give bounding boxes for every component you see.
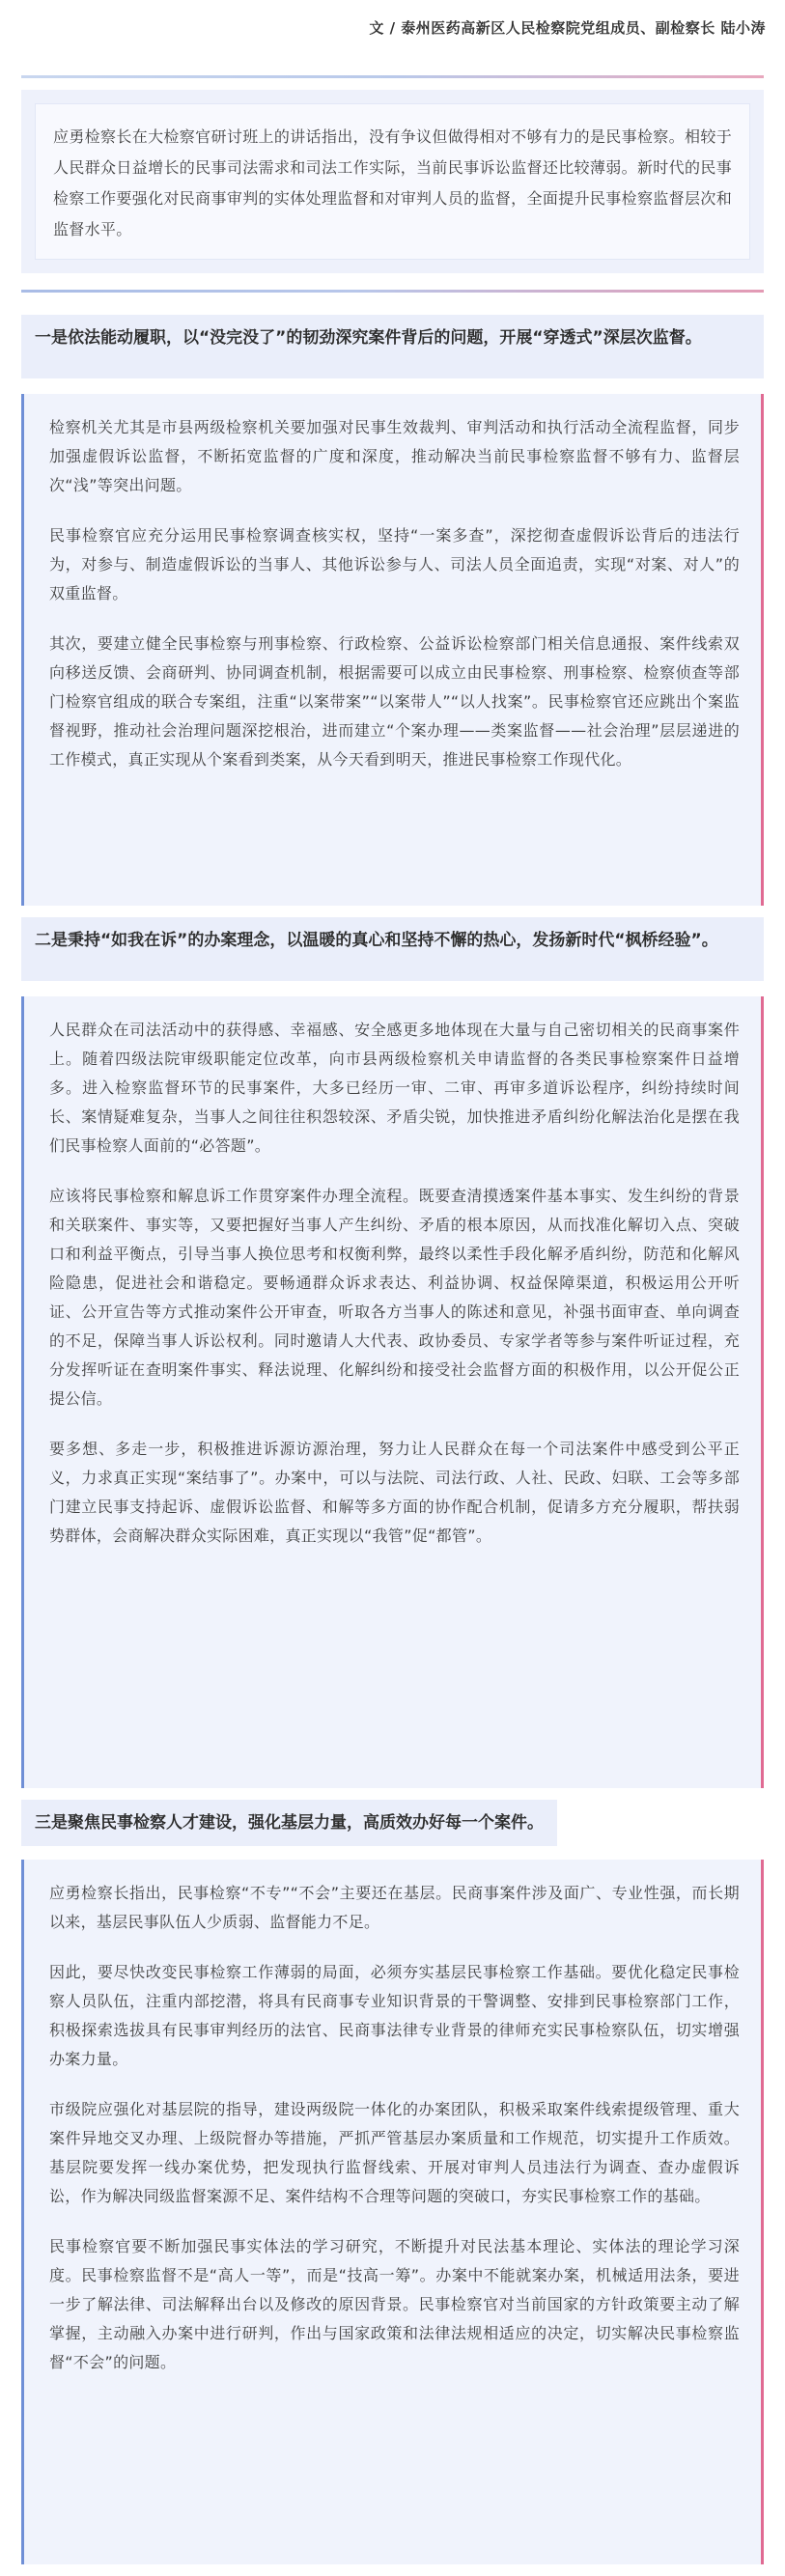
section-2-paragraph: 要多想、多走一步，积极推进诉源访源治理，努力让人民群众在每一个司法案件中感受到公平正义，力求真正实现“案结事了”。办案中，可以与法院、司法行政、人社、民政、妇联、工会等多部门建立民事支持起诉、虚假诉讼监督、和解等多方面的协作配合机制，促请多方充分履职，帮扶弱势群体，会商解决群众实际困难，真正实现以“我管”促“都管”。 bbox=[49, 1440, 740, 1545]
section-1-heading: 一是依法能动履职，以“没完没了”的韧劲深究案件背后的问题，开展“穿透式”深层次监督。 bbox=[21, 315, 764, 378]
section-3-paragraph: 民事检察官要不断加强民事实体法的学习研究，不断提升对民法基本理论、实体法的理论学习深度。民事检察监督不是“高人一等”，而是“技高一筹”。办案中不能就案办案，机械适用法条，要进一步了解法律、司法解释出台以及修改的原因背景。民事检察官对当前国家的方针政策要主动了解掌握，主动融入办案中进行研判，作出与国家政策和法律法规相适应的决定，切实解决民事检察监督“不会”的问题。 bbox=[49, 2237, 740, 2371]
section-2-paragraph: 应该将民事检察和解息诉工作贯穿案件办理全流程。既要查清摸透案件基本事实、发生纠纷的背景和关联案件、事实等，又要把握好当事人产生纠纷、矛盾的根本原因，从而找准化解切入点、突破口和利益平衡点，引导当事人换位思考和权衡利弊，最终以柔性手段化解矛盾纠纷，防范和化解风险隐患，促进社会和谐稳定。要畅通群众诉求表达、利益协调、权益保障渠道，积极运用公开听证、公开宣告等方式推动案件公开审查，听取各方当事人的陈述和意见，补强书面审查、单向调查的不足，保障当事人诉讼权利。同时邀请人大代表、政协委员、专家学者等参与案件听证过程，充分发挥听证在查明案件事实、释法说理、化解纠纷和接受社会监督方面的积极作用，以公开促公正提公信。 bbox=[49, 1187, 740, 1408]
section-3-heading: 三是聚焦民事检察人才建设，强化基层力量，高质效办好每一个案件。 bbox=[21, 1800, 557, 1846]
section-2-paragraph: 人民群众在司法活动中的获得感、幸福感、安全感更多地体现在大量与自己密切相关的民商事案件上。随着四级法院审级职能定位改革，向市县两级检察机关申请监督的各类民事检察案件日益增多。进入检察监督环节的民事案件，大多已经历一审、二审、再审多道诉讼程序，纠纷持续时间长、案情疑难复杂，当事人之间往往积怨较深、矛盾尖锐，加快推进矛盾纠纷化解法治化是摆在我们民事检察人面前的“必答题”。 bbox=[49, 1021, 740, 1155]
intro-inner bbox=[35, 103, 750, 260]
section-3-paragraph: 市级院应强化对基层院的指导，建设两级院一体化的办案团队，积极采取案件线索提级管理、重大案件异地交叉办理、上级院督办等措施，严抓严管基层办案质量和工作规范，切实提升工作质效。基层院要发挥一线办案优势，把发现执行监督线索、开展对审判人员违法行为调查、查办虚假诉讼，作为解决同级监督案源不足、案件结构不合理等问题的突破口，夯实民事检察工作的基础。 bbox=[49, 2100, 740, 2205]
divider-top bbox=[21, 75, 764, 78]
section-3-body bbox=[21, 1860, 764, 2564]
section-1-body bbox=[21, 394, 764, 906]
divider-section-1 bbox=[21, 290, 764, 293]
byline: 文 / 泰州医药高新区人民检察院党组成员、副检察长 陆小涛 bbox=[369, 19, 766, 37]
section-3-paragraph: 因此，要尽快改变民事检察工作薄弱的局面，必须夯实基层民事检察工作基础。要优化稳定民事检察人员队伍，注重内部挖潜，将具有民商事专业知识背景的干警调整、安排到民事检察部门工作，积极探索选拔具有民事审判经历的法官、民商事法律专业背景的律师充实民事检察队伍，切实增强办案力量。 bbox=[49, 1963, 740, 2068]
section-1-paragraph: 民事检察官应充分运用民事检察调查核实权，坚持“一案多查”，深挖彻查虚假诉讼背后的违法行为，对参与、制造虚假诉讼的当事人、其他诉讼参与人、司法人员全面追责，实现“对案、对人”的双重监督。 bbox=[49, 526, 740, 602]
section-2-body bbox=[21, 996, 764, 1788]
section-3-paragraph: 应勇检察长指出，民事检察“不专”“不会”主要还在基层。民商事案件涉及面广、专业性强，而长期以来，基层民事队伍人少质弱、监督能力不足。 bbox=[49, 1884, 740, 1931]
section-1-paragraph: 检察机关尤其是市县两级检察机关要加强对民事生效裁判、审判活动和执行活动全流程监督，同步加强虚假诉讼监督，不断拓宽监督的广度和深度，推动解决当前民事检察监督不够有力、监督层次“浅”等突出问题。 bbox=[49, 418, 740, 494]
intro-text: 应勇检察长在大检察官研讨班上的讲话指出，没有争议但做得相对不够有力的是民事检察。相较于人民群众日益增长的民事司法需求和司法工作实际，当前民事诉讼监督还比较薄弱。新时代的民事检察工作要强化对民商事审判的实体处理监督和对审判人员的监督，全面提升民事检察监督层次和监督水平。 bbox=[53, 127, 732, 238]
section-1-paragraph: 其次，要建立健全民事检察与刑事检察、行政检察、公益诉讼检察部门相关信息通报、案件线索双向移送反馈、会商研判、协同调查机制，根据需要可以成立由民事检察、刑事检察、检察侦查等部门检察官组成的联合专案组，注重“以案带案”“以案带人”“以人找案”。民事检察官还应跳出个案监督视野，推动社会治理问题深挖根治，进而建立“个案办理——类案监督——社会治理”层层递进的工作模式，真正实现从个案看到类案，从今天看到明天，推进民事检察工作现代化。 bbox=[49, 634, 740, 769]
section-2-heading: 二是秉持“如我在诉”的办案理念，以温暖的真心和坚持不懈的热心，发扬新时代“枫桥经验”。 bbox=[21, 917, 764, 981]
intro-box bbox=[21, 90, 764, 273]
